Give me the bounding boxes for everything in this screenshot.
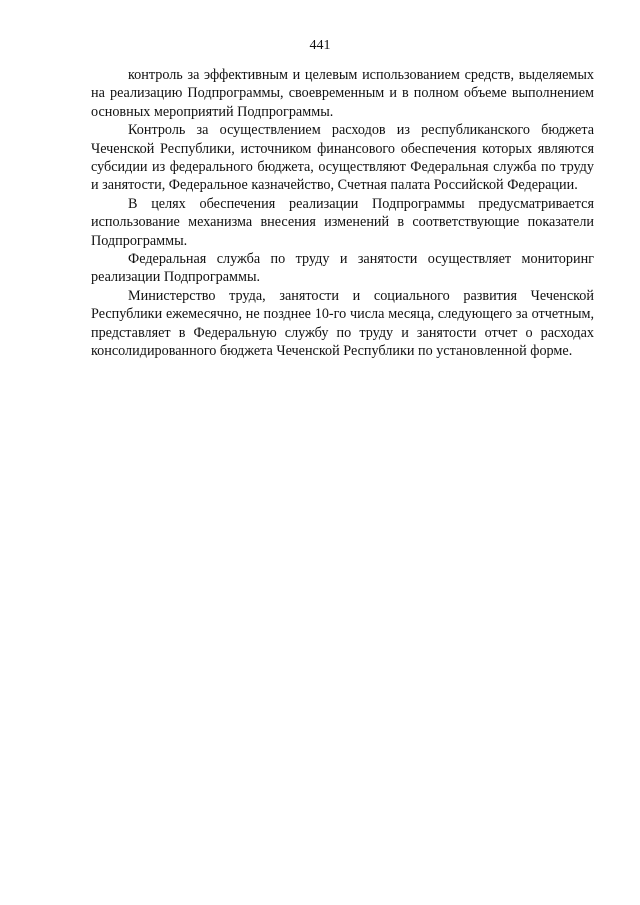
paragraph-implementation-mechanism: В целях обеспечения реализации Подпрограммы предусматривается использование механизма внесения изменений в соответствующие показатели Подпрограммы. [91, 195, 594, 249]
paragraph-expense-control: Контроль за осуществлением расходов из республиканского бюджета Чеченской Республики, источником финансового обеспечения которых являются субсидии из федерального бюджета, осуществляют Федеральная служба по труду и занятости, Федеральное казначейство, Счетная палата Российской Федерации. [91, 122, 594, 194]
page-number: 441 [309, 38, 331, 53]
paragraph-monthly-report: Министерство труда, занятости и социального развития Чеченской Республики ежемесячно, не позднее 10-го числа месяца, следующего за отчетным, представляет в Федеральную службу по труду и занятости отчет о расходах консолидированного бюджета Чеченской Республики по установленной форме. [91, 287, 594, 360]
document-body [91, 66, 594, 361]
paragraph-monitoring: Федеральная служба по труду и занятости осуществляет мониторинг реализации Подпрограммы. [91, 251, 594, 286]
paragraph-control-continuation: контроль за эффективным и целевым использованием средств, выделяемых на реализацию Подпрограммы, своевременным и в полном объеме выполнением основных мероприятий Подпрограммы. [91, 67, 594, 120]
